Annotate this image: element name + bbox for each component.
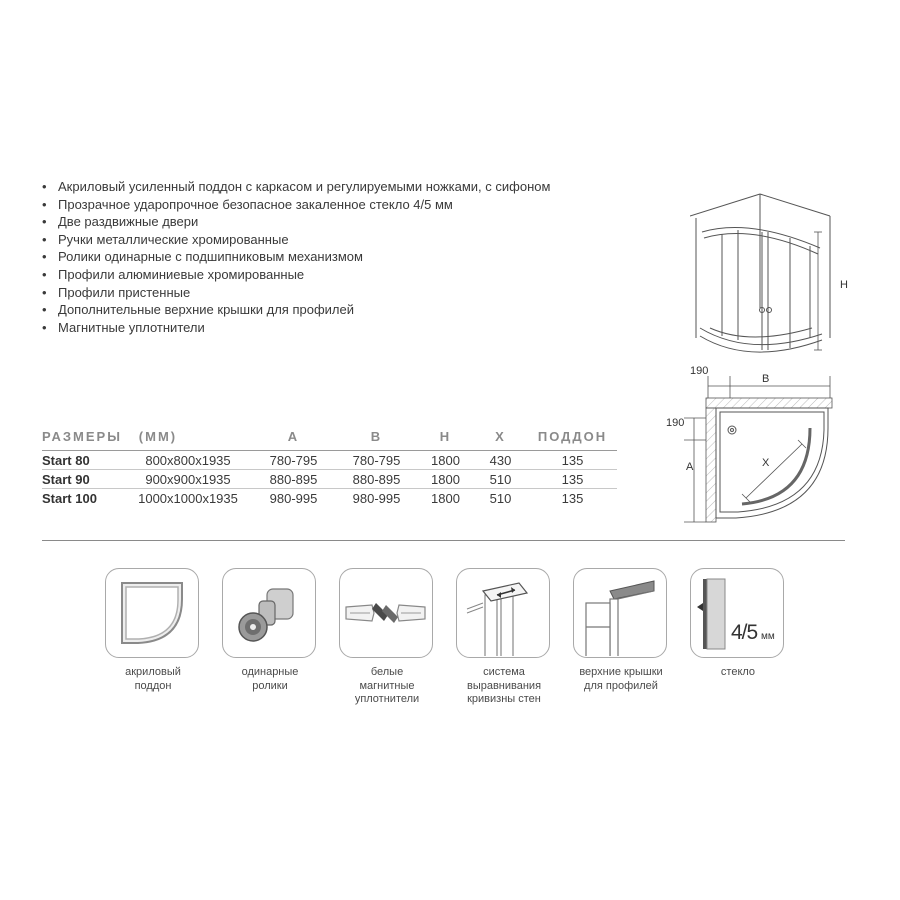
table-cell: 880-895 xyxy=(269,471,318,487)
feature-caption: система выравнивания кривизны стен xyxy=(466,666,542,705)
feature-card-caps xyxy=(573,568,669,693)
column-header: Н xyxy=(439,428,452,444)
diagonal-label: X xyxy=(762,457,770,469)
depth-label: A xyxy=(686,461,694,473)
feature-card-seals xyxy=(339,568,435,707)
table-header-row xyxy=(42,428,617,451)
height-label: H xyxy=(840,279,848,291)
wall-alignment-icon xyxy=(457,569,548,656)
table-cell: 135 xyxy=(561,471,584,487)
feature-card-alignment xyxy=(456,568,552,707)
feature-caption: белые магнитные уплотнители xyxy=(354,666,420,705)
feature-caption: акриловый поддон xyxy=(125,666,181,692)
feature-list xyxy=(42,178,562,336)
feature-card-tray xyxy=(105,568,201,693)
table-row xyxy=(42,470,617,489)
column-header: А xyxy=(287,428,300,444)
column-header: В xyxy=(370,428,383,444)
cabin-top-view-diagram xyxy=(650,362,850,532)
table-row xyxy=(42,489,617,508)
table-cell: 510 xyxy=(489,490,512,506)
feature-item: • Профили алюминиевые хромированные xyxy=(42,266,305,282)
feature-item: • Две раздвижные двери xyxy=(42,214,199,230)
table-cell: 510 xyxy=(489,471,512,487)
feature-card-rollers xyxy=(222,568,318,693)
acrylic-tray-icon xyxy=(106,569,197,656)
table-cell: 135 xyxy=(561,490,584,506)
table-cell: 1800 xyxy=(431,471,460,487)
table-cell: 980-995 xyxy=(269,490,318,506)
feature-item: • Профили пристенные xyxy=(42,284,191,300)
column-header: Х xyxy=(495,428,506,444)
table-cell: 1800 xyxy=(431,452,460,468)
width-label: B xyxy=(762,373,770,385)
section-divider xyxy=(42,540,845,541)
table-cell: 980-995 xyxy=(352,490,401,506)
feature-item: • Дополнительные верхние крышки для профилей xyxy=(42,302,354,318)
column-header: ПОДДОН xyxy=(537,428,608,444)
table-cell: 1800 xyxy=(431,490,460,506)
table-cell: 780-795 xyxy=(352,452,401,468)
top-depth-label: 190 xyxy=(690,365,709,377)
table-cell: 1000x1000x1935 xyxy=(138,490,238,506)
feature-item: • Прозрачное ударопрочное безопасное закаленное стекло 4/5 мм xyxy=(42,196,453,212)
column-header: РАЗМЕРЫ (ММ) xyxy=(42,428,178,444)
profile-caps-icon xyxy=(574,569,665,656)
table-cell: 880-895 xyxy=(352,471,401,487)
glass-thickness-label: 4/5 xyxy=(731,621,758,644)
feature-caption: верхние крышки для профилей xyxy=(579,666,663,692)
feature-item: • Акриловый усиленный поддон с каркасом и регулируемыми ножками, с сифоном xyxy=(42,179,551,194)
feature-item: • Магнитные уплотнители xyxy=(42,319,205,335)
table-cell: 900x900x1935 xyxy=(145,471,231,487)
glass-unit-label: мм xyxy=(761,631,775,642)
feature-card-glass xyxy=(690,568,786,680)
model-cell: Start 80 xyxy=(42,452,90,468)
feature-item: • Ролики одинарные с подшипниковым механизмом xyxy=(42,249,363,265)
table-row xyxy=(42,451,617,470)
feature-caption: одинарные ролики xyxy=(241,666,299,692)
feature-item: • Ручки металлические хромированные xyxy=(42,231,289,247)
magnetic-seals-icon xyxy=(340,569,431,656)
table-cell: 800x800x1935 xyxy=(145,452,231,468)
table-cell: 135 xyxy=(561,452,584,468)
model-cell: Start 100 xyxy=(42,490,97,506)
cabin-perspective-diagram xyxy=(690,188,860,363)
side-depth-label: 190 xyxy=(666,417,685,429)
table-cell: 780-795 xyxy=(269,452,318,468)
table-cell: 430 xyxy=(489,452,512,468)
dimensions-table xyxy=(42,428,617,507)
model-cell: Start 90 xyxy=(42,471,90,487)
feature-caption: стекло xyxy=(720,666,756,678)
single-rollers-icon xyxy=(223,569,314,656)
